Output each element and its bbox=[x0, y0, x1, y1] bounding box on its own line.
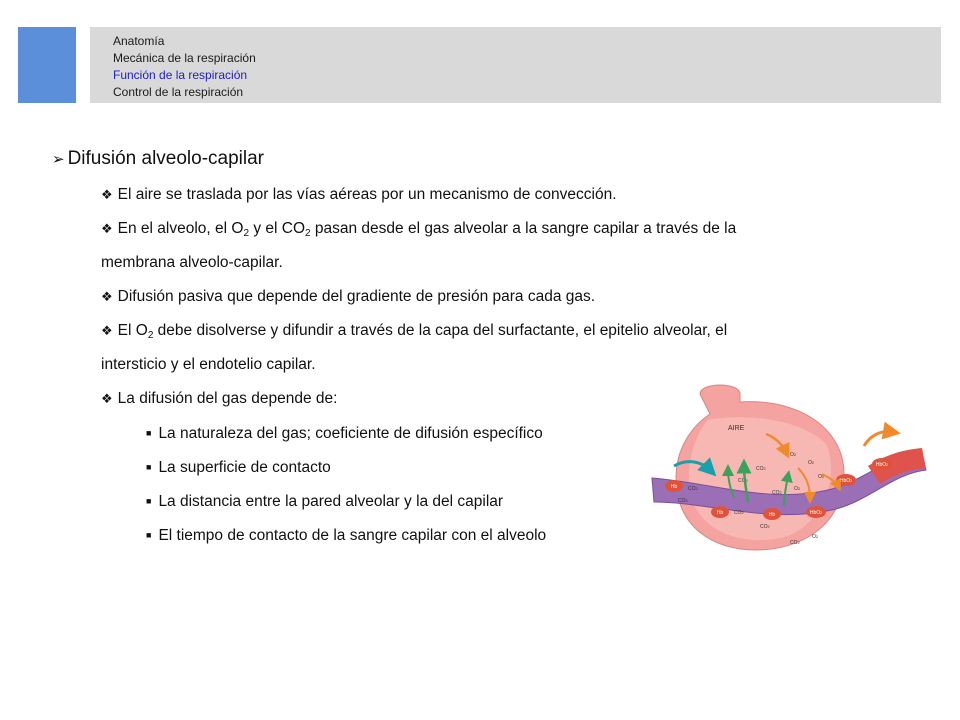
subbullet-naturaleza: ■ La naturaleza del gas; coeficiente de difusión específico bbox=[146, 425, 543, 442]
hb-label: Hb bbox=[768, 512, 776, 518]
hb-label: Hb bbox=[670, 484, 678, 490]
hbo2-label: HbO2 bbox=[875, 462, 889, 468]
diamond-bullet-icon: ❖ bbox=[101, 323, 113, 338]
co2-label: CO2 bbox=[756, 466, 766, 472]
arrow-bullet-icon: ➢ bbox=[52, 151, 65, 168]
square-bullet-icon: ■ bbox=[146, 462, 152, 472]
bullet-alveolo: ❖ En el alveolo, el $O_2$ y el $CO_2$ pasan desde el gas alveolar a la sangre capilar a través de la membrana alveolo-capilar. bbox=[101, 220, 737, 271]
o2-label: O2 bbox=[812, 534, 819, 540]
subbullet-tiempo: ■ El tiempo de contacto de la sangre capilar con el alveolo bbox=[146, 527, 547, 544]
diamond-bullet-icon: ❖ bbox=[101, 391, 113, 406]
bullet-conveccion: ❖ El aire se traslada por las vías aéreas por un mecanismo de convección. bbox=[101, 186, 617, 203]
nav-item-mecanica[interactable]: Mecánica de la respiración bbox=[113, 51, 256, 65]
nav-item-control[interactable]: Control de la respiración bbox=[113, 85, 244, 99]
nav-item-anatomia[interactable]: Anatomía bbox=[113, 34, 165, 48]
co2-label: CO2 bbox=[772, 490, 782, 496]
section-heading: ➢ Difusión alveolo-capilar bbox=[52, 148, 265, 169]
orange-arrow bbox=[864, 432, 892, 446]
o2-label: O2 bbox=[818, 474, 825, 480]
air-label: AIRE bbox=[728, 425, 745, 432]
square-bullet-icon: ■ bbox=[146, 428, 152, 438]
nav-bar bbox=[90, 27, 941, 103]
co2-label: CO2 bbox=[790, 540, 800, 546]
co2-label: CO2 bbox=[688, 486, 698, 492]
bullet-o2-disolverse: ❖ El $O_2$ debe disolverse y difundir a través de la capa del surfactante, el epitelio alveolar, el intersticio y el endotelio capilar. bbox=[101, 322, 728, 373]
hbo2-label: HbO2 bbox=[809, 510, 823, 516]
hbo2-label: HbO2 bbox=[839, 478, 853, 484]
subbullet-superficie: ■ La superficie de contacto bbox=[146, 459, 331, 476]
square-bullet-icon: ■ bbox=[146, 530, 152, 540]
nav-list bbox=[113, 33, 256, 101]
co2-label: CO2 bbox=[678, 498, 688, 504]
co2-label: CO2 bbox=[734, 510, 744, 516]
o2-label: O2 bbox=[790, 452, 797, 458]
diamond-bullet-icon: ❖ bbox=[101, 289, 113, 304]
diamond-bullet-icon: ❖ bbox=[101, 187, 113, 202]
bullet-depende-de: ❖ La difusión del gas depende de: bbox=[101, 390, 338, 407]
hb-label: Hb bbox=[716, 510, 724, 516]
o2-label: O2 bbox=[808, 460, 815, 466]
square-bullet-icon: ■ bbox=[146, 496, 152, 506]
o2-label: O2 bbox=[794, 486, 801, 492]
diamond-bullet-icon: ❖ bbox=[101, 221, 113, 236]
co2-label: CO2 bbox=[738, 478, 748, 484]
alveolus-diagram bbox=[648, 378, 932, 558]
nav-item-funcion[interactable]: Función de la respiración bbox=[113, 68, 248, 82]
bullet-difusion-pasiva: ❖ Difusión pasiva que depende del gradiente de presión para cada gas. bbox=[101, 288, 596, 305]
co2-label: CO2 bbox=[760, 524, 770, 530]
subbullet-distancia: ■ La distancia entre la pared alveolar y la del capilar bbox=[146, 493, 504, 510]
accent-square bbox=[18, 27, 76, 103]
